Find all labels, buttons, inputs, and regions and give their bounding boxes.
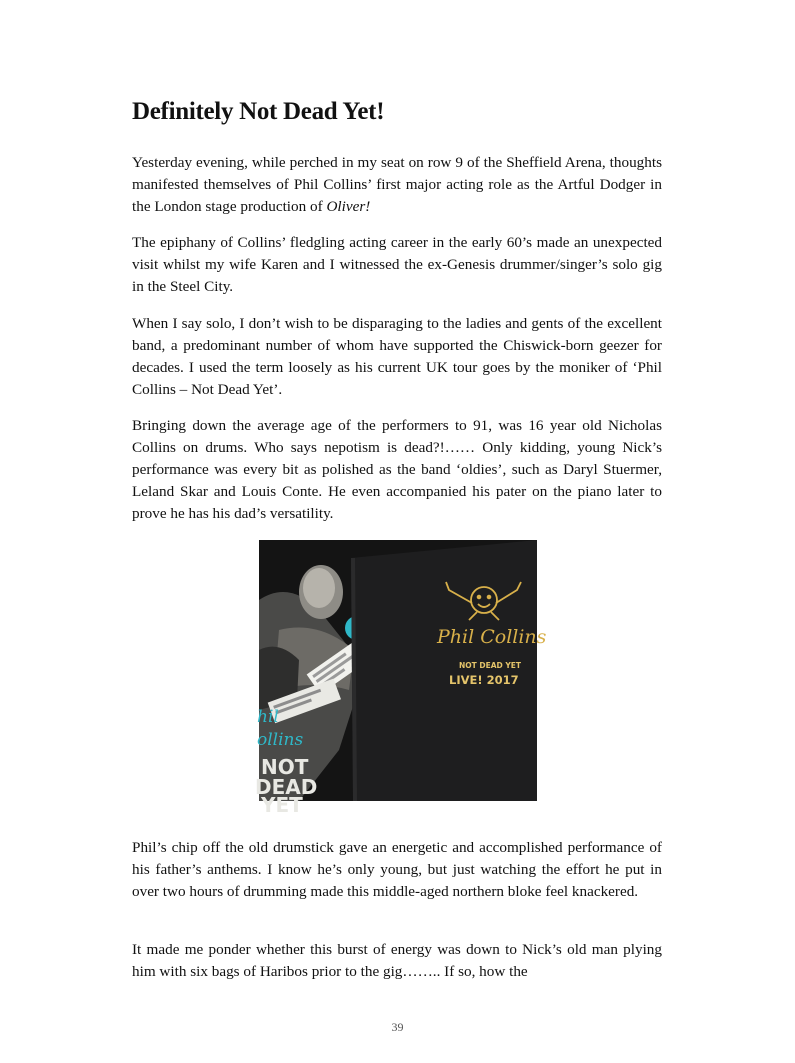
shirt-text-dead: DEAD [255,775,318,799]
page-number: 39 [391,1020,404,1034]
shirt-name-line-2: ollins [257,730,304,750]
box-live-year: LIVE! 2017 [449,673,519,687]
paragraph-2: The epiphany of Collins’ fledgling acting career in the early 60’s made an unexpected visit whilst my wife Karen and I witnessed the ex-Genesis drummer/singer’s solo gig in the Steel City. [132,234,662,295]
paragraph-4: Bringing down the average age of the performers to 91, was 16 year old Nicholas Collins on drums. Who says nepotism is dead?!…… Only kidding, young Nick’s performance was every bit as polished as the band ‘oldies’, such as Daryl Stuermer, Leland Skar and Louis Conte. He even accompanied his pater on the piano later to prove he has his dad’s versatility. [132,417,662,522]
box-logo-text: Phil Collins [437,626,547,648]
photo-illustration [255,540,547,817]
paragraph-3: When I say solo, I don’t wish to be disparaging to the ladies and gents of the excellent band, a predominant number of whom have supported the Chiswick-born geezer for decades. I used the term loosely as his current UK tour goes by the moniker of ‘Phil Collins – Not Dead Yet’. [132,315,662,398]
shirt-name-line-1: hil [257,707,279,727]
box-subtitle: NOT DEAD YET [459,661,522,670]
article-title: Definitely Not Dead Yet! [132,98,385,125]
paragraph-1 [132,152,662,218]
paragraph-5: Phil’s chip off the old drumstick gave an energetic and accomplished performance of his father’s anthems. I know he’s only young, but just watching the effort he put in over two hours of drumming made this middle-aged northern bloke feel knackered. [132,839,662,900]
paragraph-1-italic: Oliver! [326,198,371,215]
shirt-text-yet: YET [261,793,303,817]
shirt-text-not: NOT [261,755,309,779]
paragraph-6: It made me ponder whether this burst of energy was down to Nick’s old man plying him with six bags of Haribos prior to the gig…….. If so, how the [132,941,662,980]
concert-merch-photo [255,540,547,817]
paragraph-1-text: Yesterday evening, while perched in my seat on row 9 of the Sheffield Arena, thoughts manifested themselves of Phil Collins’ first major acting role as the Artful Dodger in the London stage production of [132,154,662,215]
